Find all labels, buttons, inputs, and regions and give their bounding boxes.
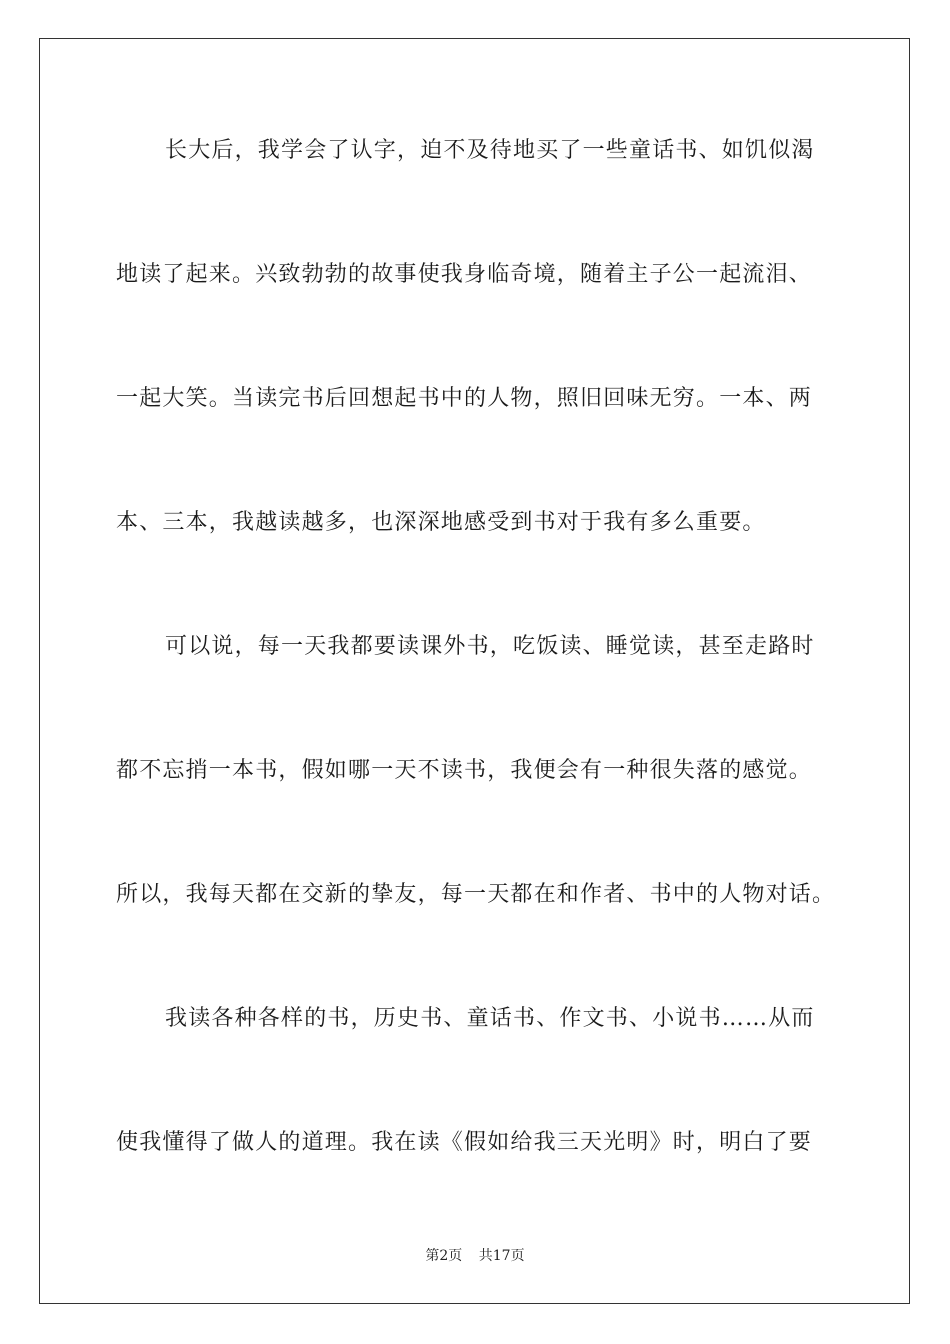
text-line: 使我懂得了做人的道理。我在读《假如给我三天光明》时，明白了要 (116, 1130, 813, 1155)
text-line: 地读了起来。兴致勃勃的故事使我身临奇境，随着主子公一起流泪、 (116, 262, 813, 287)
document-body (116, 126, 856, 1242)
text-line: 一起大笑。当读完书后回想起书中的人物，照旧回味无穷。一本、两 (116, 386, 813, 411)
text-line: 长大后，我学会了认字，迫不及待地买了一些童话书、如饥似渴 (165, 138, 815, 163)
text-line: 所以，我每天都在交新的挚友，每一天都在和作者、书中的人物对话。 (116, 882, 836, 907)
page-number-total: 共17页 (478, 1248, 525, 1264)
text-line: 都不忘捎一本书，假如哪一天不读书，我便会有一种很失落的感觉。 (116, 758, 813, 783)
text-line: 可以说，每一天我都要读课外书，吃饭读、睡觉读，甚至走路时 (165, 634, 815, 659)
text-line: 我读各种各样的书，历史书、童话书、作文书、小说书……从而 (165, 1006, 815, 1031)
page-number-current: 第2页 (425, 1248, 463, 1264)
text-line: 本、三本，我越读越多，也深深地感受到书对于我有多么重要。 (116, 510, 766, 535)
page-footer (0, 1246, 950, 1266)
